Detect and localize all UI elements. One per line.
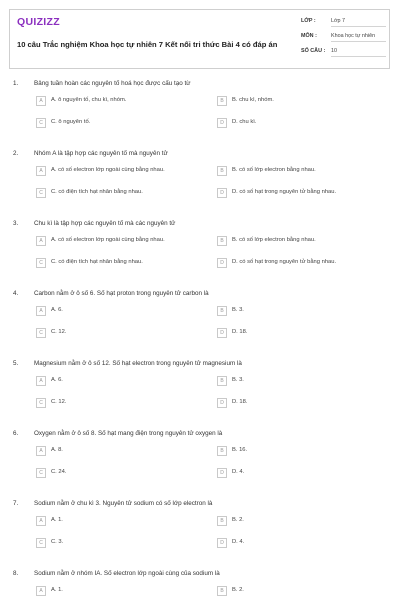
option-letter-badge: C — [36, 188, 46, 198]
option-letter-badge: D — [217, 118, 227, 128]
option-letter-badge: C — [36, 328, 46, 338]
option-text: A. có số electron lớp ngoài cùng bằng nhau. — [51, 237, 165, 243]
option-text: C. ô nguyên tố. — [51, 119, 91, 125]
question-text: Carbon nằm ở ô số 6. Số hạt proton trong nguyên tử carbon là — [34, 290, 209, 297]
question-item — [0, 80, 400, 150]
option-letter-badge: D — [217, 258, 227, 268]
question-number: 8. — [13, 570, 19, 577]
question-item — [0, 500, 400, 570]
question-item — [0, 360, 400, 430]
option-text: A. ô nguyên tố, chu kì, nhóm. — [51, 97, 127, 103]
option-letter-badge: D — [217, 398, 227, 408]
option-text: B. 2. — [232, 587, 244, 593]
option-letter-badge: A — [36, 96, 46, 106]
option-letter-badge: B — [217, 446, 227, 456]
option-letter-badge: C — [36, 258, 46, 268]
question-item — [0, 430, 400, 500]
option-letter-badge: C — [36, 398, 46, 408]
question-text: Nhóm A là tập hợp các nguyên tố mà nguyên tử — [34, 150, 168, 157]
question-number: 1. — [13, 80, 19, 87]
option-text: D. 4. — [232, 469, 245, 475]
option-text: D. 18. — [232, 329, 248, 335]
worksheet-header — [9, 9, 390, 69]
option-letter-badge: A — [36, 166, 46, 176]
meta-value: Lớp 7 — [331, 16, 386, 27]
option-text: D. 18. — [232, 399, 248, 405]
option-letter-badge: B — [217, 376, 227, 386]
question-item — [0, 150, 400, 220]
question-item — [0, 220, 400, 290]
option-text: B. 3. — [232, 307, 244, 313]
meta-label: LỚP : — [301, 18, 316, 24]
option-text: C. có điện tích hạt nhân bằng nhau. — [51, 189, 143, 195]
option-letter-badge: D — [217, 328, 227, 338]
option-letter-badge: C — [36, 538, 46, 548]
meta-grade — [301, 15, 387, 29]
option-letter-badge: D — [217, 538, 227, 548]
option-letter-badge: A — [36, 586, 46, 596]
question-number: 7. — [13, 500, 19, 507]
meta-question-count — [301, 45, 387, 59]
option-text: D. có số hạt trong nguyên tử bằng nhau. — [232, 189, 337, 195]
option-text: B. có số lớp electron bằng nhau. — [232, 167, 316, 173]
question-number: 6. — [13, 430, 19, 437]
option-letter-badge: A — [36, 446, 46, 456]
meta-subject — [301, 30, 387, 44]
question-item — [0, 570, 400, 600]
option-text: A. 6. — [51, 377, 63, 383]
quizizz-logo: QUIZIZZ — [17, 16, 60, 28]
question-text: Sodium nằm ở chu kì 3. Nguyên tử sodium có số lớp electron là — [34, 500, 213, 507]
meta-label: MÔN : — [301, 33, 317, 39]
option-text: D. có số hạt trong nguyên tử bằng nhau. — [232, 259, 337, 265]
question-number: 3. — [13, 220, 19, 227]
option-letter-badge: C — [36, 468, 46, 478]
meta-value: Khoa học tự nhiên — [331, 31, 386, 42]
option-letter-badge: A — [36, 236, 46, 246]
question-number: 2. — [13, 150, 19, 157]
option-letter-badge: A — [36, 516, 46, 526]
option-letter-badge: C — [36, 118, 46, 128]
option-text: D. 4. — [232, 539, 245, 545]
option-text: A. 8. — [51, 447, 63, 453]
option-text: D. chu kì. — [232, 119, 257, 125]
option-text: B. 3. — [232, 377, 244, 383]
worksheet-title: 10 câu Trắc nghiệm Khoa học tự nhiên 7 Kết nối tri thức Bài 4 có đáp án — [17, 40, 278, 49]
option-letter-badge: B — [217, 516, 227, 526]
question-text: Oxygen nằm ở ô số 8. Số hạt mang điện trong nguyên tử oxygen là — [34, 430, 223, 437]
option-text: A. 1. — [51, 587, 63, 593]
option-text: B. 16. — [232, 447, 248, 453]
option-letter-badge: B — [217, 586, 227, 596]
question-number: 4. — [13, 290, 19, 297]
option-text: A. 6. — [51, 307, 63, 313]
option-letter-badge: A — [36, 306, 46, 316]
question-text: Sodium nằm ở nhóm IA. Số electron lớp ngoài cùng của sodium là — [34, 570, 220, 577]
option-text: B. 2. — [232, 517, 244, 523]
option-letter-badge: D — [217, 468, 227, 478]
option-text: A. có số electron lớp ngoài cùng bằng nhau. — [51, 167, 165, 173]
question-text: Magnesium nằm ở ô số 12. Số hạt electron trong nguyên tử magnesium là — [34, 360, 242, 367]
question-item — [0, 290, 400, 360]
option-text: C. 3. — [51, 539, 64, 545]
option-text: A. 1. — [51, 517, 63, 523]
meta-label: SỐ CÂU : — [301, 48, 326, 54]
option-letter-badge: B — [217, 236, 227, 246]
option-text: C. 12. — [51, 399, 67, 405]
option-letter-badge: B — [217, 306, 227, 316]
option-letter-badge: B — [217, 166, 227, 176]
option-text: C. có điện tích hạt nhân bằng nhau. — [51, 259, 143, 265]
option-text: B. có số lớp electron bằng nhau. — [232, 237, 316, 243]
question-text: Chu kì là tập hợp các nguyên tố mà các nguyên tử — [34, 220, 176, 227]
option-text: B. chu kì, nhóm. — [232, 97, 274, 103]
meta-value: 10 — [331, 46, 386, 57]
option-text: C. 24. — [51, 469, 67, 475]
option-letter-badge: A — [36, 376, 46, 386]
question-number: 5. — [13, 360, 19, 367]
question-text: Bảng tuần hoàn các nguyên tố hoá học được cấu tạo từ — [34, 80, 191, 87]
option-letter-badge: D — [217, 188, 227, 198]
option-text: C. 12. — [51, 329, 67, 335]
option-letter-badge: B — [217, 96, 227, 106]
